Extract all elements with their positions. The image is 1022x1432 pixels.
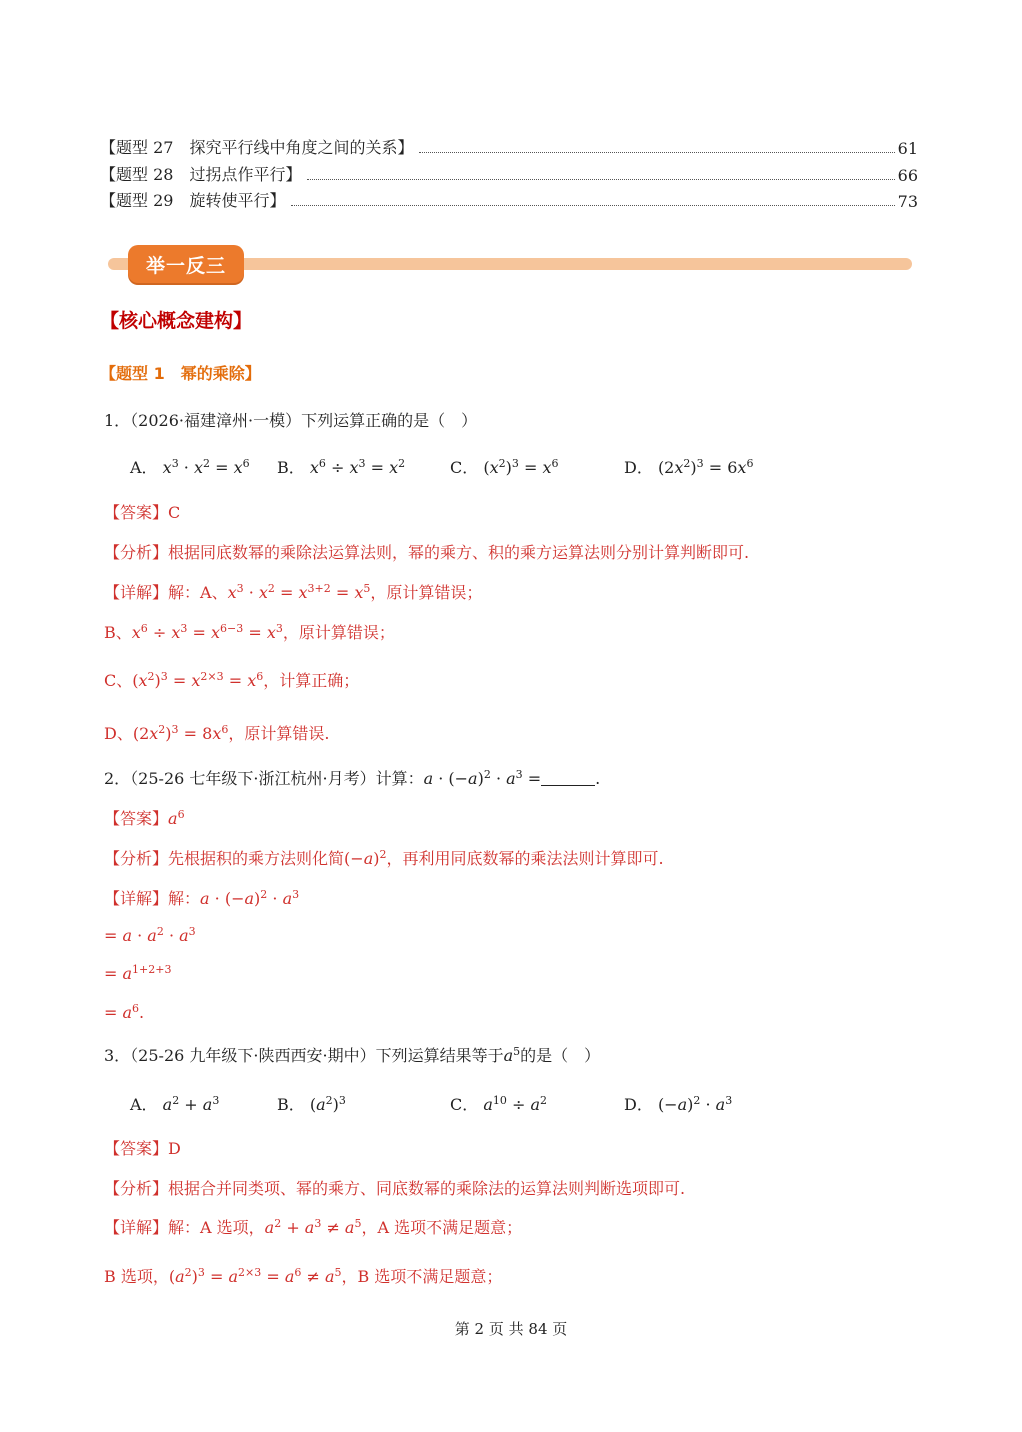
q2-detail-2	[104, 926, 196, 945]
detail-text: 解：A 选项，	[168, 1218, 265, 1237]
answer-tag: 【答案】	[104, 809, 169, 828]
analysis-tag: 【分析】	[104, 543, 169, 562]
q3-option-c[interactable]	[450, 1092, 547, 1115]
q2-stem: 2．（25-26 七年级下·浙江杭州·月考）计算：$a \cdot (-a)^2 \cdot a^3$ = .	[104, 768, 601, 788]
footer-text: 页	[552, 1320, 568, 1338]
toc-page: 61	[897, 139, 918, 158]
option-letter: B．	[277, 458, 305, 477]
q1-stem: 1．（2026·福建漳州·一模）下列运算正确的是（ ）	[104, 411, 478, 430]
math-expr: = $a^{1+2+3}$	[104, 963, 172, 983]
page-number: 2	[474, 1320, 485, 1338]
math-expr: $a \cdot (-a)^2 \cdot a^3$ =	[423, 768, 542, 788]
toc-entry-27[interactable]	[100, 134, 918, 158]
math-expr: $a^{10} \div a^2$	[483, 1094, 548, 1114]
detail-text: ，原计算错误；	[370, 583, 483, 602]
math-expr: $(2x^2)^3 = 8x^6$	[132, 723, 229, 743]
q1-option-a[interactable]	[130, 455, 250, 478]
q2-answer	[104, 806, 185, 829]
math-expr: $a^5$	[503, 1045, 521, 1065]
q1-option-d[interactable]	[624, 455, 753, 478]
q1-analysis	[104, 540, 749, 563]
math-expr: $x^3 \cdot x^2 = x^{3+2} = x^5$	[227, 582, 371, 602]
analysis-tag: 【分析】	[104, 849, 169, 868]
option-letter: B．	[277, 1095, 305, 1114]
answer-tag: 【答案】	[104, 503, 169, 522]
stem-text: 2．（25-26 七年级下·浙江杭州·月考）计算：	[104, 769, 424, 788]
detail-tag: 【详解】	[104, 583, 169, 602]
q1-detail-a	[104, 580, 482, 603]
detail-text: 解：	[168, 889, 201, 908]
answer-value: C	[168, 503, 181, 522]
q2-analysis	[104, 846, 664, 869]
q1-detail-d	[104, 721, 329, 744]
math-expr: $a \cdot (-a)^2 \cdot a^3$	[200, 888, 300, 908]
answer-value: $a^6$	[168, 808, 185, 828]
footer-text: 第	[454, 1320, 470, 1338]
q1-option-c[interactable]	[450, 455, 558, 478]
toc-label: 【题型 28 过拐点作平行】	[100, 165, 302, 184]
math-expr: $(a^2)^3$	[309, 1094, 346, 1114]
q2-detail-3	[104, 964, 171, 983]
math-expr: $(a^2)^3 = a^{2\times 3} = a^6 \ne a^5$	[168, 1266, 342, 1286]
analysis-text: ，再利用同底数幂的乘法法则计算即可.	[386, 849, 664, 868]
q3-option-d[interactable]	[624, 1092, 732, 1115]
detail-text: ，原计算错误.	[228, 724, 330, 743]
detail-tag: 【详解】	[104, 1218, 169, 1237]
analysis-text: 根据同底数幂的乘除法运算法则，幂的乘方、积的乘方运算法则分别计算判断即可.	[168, 543, 750, 562]
toc-label: 【题型 29 旋转使平行】	[100, 191, 286, 210]
answer-blank[interactable]	[541, 771, 595, 786]
q2-detail-1	[104, 886, 299, 909]
toc-entry-28[interactable]	[100, 161, 918, 185]
math-expr: $(-a)^2 \cdot a^3$	[657, 1094, 733, 1114]
detail-tag: 【详解】	[104, 889, 169, 908]
option-letter: D．	[624, 1095, 653, 1114]
toc-entry-29[interactable]	[100, 187, 918, 211]
detail-text: ，A 选项不满足题意；	[361, 1218, 523, 1237]
math-expr: = $a \cdot a^2 \cdot a^3$	[104, 925, 196, 945]
toc-leader	[291, 205, 894, 206]
footer-text: 共	[508, 1320, 524, 1338]
math-expr: $x^6 \div x^3 = x^2$	[309, 457, 406, 477]
toc-page: 73	[897, 192, 918, 211]
math-expr: $a^2 + a^3$	[162, 1094, 220, 1114]
page-footer	[0, 1318, 1022, 1339]
q3-detail-a	[104, 1215, 522, 1238]
math-expr: = $a^6$.	[104, 1002, 145, 1022]
option-letter: D．	[624, 458, 653, 477]
detail-text: B、	[104, 623, 132, 642]
math-expr: $x^6 \div x^3 = x^{6-3} = x^3$	[131, 622, 283, 642]
math-expr: $(x^2)^3 = x^{2\times 3} = x^6$	[132, 670, 264, 690]
option-letter: C．	[450, 458, 479, 477]
detail-text: B 选项，	[104, 1267, 169, 1286]
answer-value: D	[168, 1139, 181, 1158]
q3-stem	[104, 1043, 600, 1066]
type-title: 【题型 1 幂的乘除】	[100, 364, 261, 383]
q3-detail-b	[104, 1264, 502, 1287]
detail-text: ，原计算错误；	[282, 623, 395, 642]
stem-text: 的是（ ）	[520, 1046, 601, 1065]
stem-text: 3．（25-26 九年级下·陕西西安·期中）下列运算结果等于	[104, 1046, 504, 1065]
detail-text: C、	[104, 671, 133, 690]
math-expr: $a^2 + a^3 \ne a^5$	[264, 1217, 362, 1237]
q1-answer	[104, 500, 180, 523]
detail-text: ，计算正确；	[263, 671, 360, 690]
option-letter: A．	[130, 1095, 158, 1114]
q3-answer	[104, 1136, 181, 1159]
toc-label: 【题型 27 探究平行线中角度之间的关系】	[100, 138, 414, 157]
q3-option-b[interactable]	[277, 1092, 346, 1115]
q1-detail-b	[104, 620, 395, 643]
q1-detail-c	[104, 668, 359, 691]
math-expr: $(2x^2)^3 = 6x^6$	[657, 457, 754, 477]
math-expr: $(-a)^2$	[344, 848, 387, 868]
q3-option-a[interactable]	[130, 1092, 219, 1115]
banner-tab: 举一反三	[128, 245, 244, 283]
detail-text: D、	[104, 724, 133, 743]
math-expr: $x^3 \cdot x^2 = x^6$	[162, 457, 250, 477]
toc-page: 66	[897, 166, 918, 185]
detail-text: ，B 选项不满足题意；	[341, 1267, 503, 1286]
q3-analysis	[104, 1176, 685, 1199]
option-letter: C．	[450, 1095, 479, 1114]
page-total: 84	[528, 1320, 548, 1338]
footer-text: 页	[488, 1320, 504, 1338]
analysis-tag: 【分析】	[104, 1179, 169, 1198]
analysis-text: 根据合并同类项、幂的乘方、同底数幂的乘除法的运算法则判断选项即可.	[168, 1179, 686, 1198]
toc-leader	[307, 179, 894, 180]
option-letter: A．	[130, 458, 158, 477]
math-expr: $(x^2)^3 = x^6$	[483, 457, 559, 477]
q1-option-b[interactable]	[277, 455, 405, 478]
answer-tag: 【答案】	[104, 1139, 169, 1158]
q2-detail-4	[104, 1003, 144, 1022]
analysis-text: 先根据积的乘方法则化简	[168, 849, 345, 868]
toc-leader	[419, 152, 894, 153]
section-title: 【核心概念建构】	[100, 310, 253, 332]
detail-text: 解：A、	[168, 583, 228, 602]
